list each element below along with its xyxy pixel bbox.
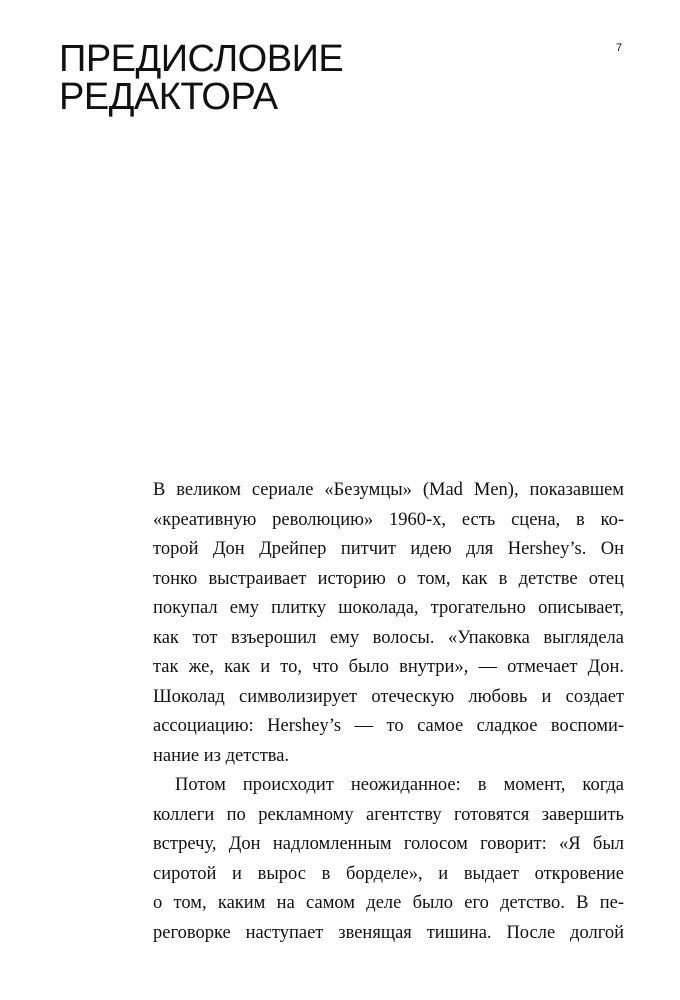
text-line: «креативную революцию» 1960-х, есть сцена, в ко-: [153, 509, 624, 530]
chapter-title-line-1: ПРЕДИСЛОВИЕ: [59, 38, 344, 80]
text-line: В великом сериале «Безумцы» (Mad Men), показавшем: [153, 480, 624, 500]
text-line: Шоколад символизирует отеческую любовь и создает: [153, 686, 624, 707]
chapter-title: [59, 40, 343, 116]
text-line: так же, как и то, что было внутри», — отмечает Дон.: [153, 657, 624, 677]
text-line: сиротой и вырос в борделе», и выдает откровение: [153, 863, 624, 884]
text-line: торой Дон Дрейпер питчит идею для Hershey’s. Он: [153, 539, 624, 559]
text-line: встречу, Дон надломленным голосом говорит: «Я был: [153, 834, 624, 854]
text-line: Потом происходит неожиданное: в момент, когда: [175, 775, 624, 795]
text-line: покупал ему плитку шоколада, трогательно описывает,: [153, 598, 624, 618]
text-line: коллеги по рекламному агентству готовятся завершить: [153, 804, 624, 825]
body-text: [153, 476, 624, 948]
text-line: как тот взъерошил ему волосы. «Упаковка выглядела: [153, 627, 624, 648]
chapter-title-line-2: РЕДАКТОРА: [59, 76, 278, 118]
text-line: нание из детства.: [153, 745, 290, 766]
text-line: о том, каким на самом деле было его детство. В пе-: [153, 893, 624, 913]
text-line: тонко выстраивает историю о том, как в детстве отец: [153, 568, 624, 589]
paragraph-2: [153, 771, 624, 948]
page-number: 7: [615, 42, 623, 54]
text-line: ассоциацию: Hershey’s — то самое сладкое воспоми-: [153, 716, 624, 736]
text-line: реговорке наступает звенящая тишина. После долгой: [153, 922, 624, 943]
paragraph-1: [153, 476, 624, 771]
